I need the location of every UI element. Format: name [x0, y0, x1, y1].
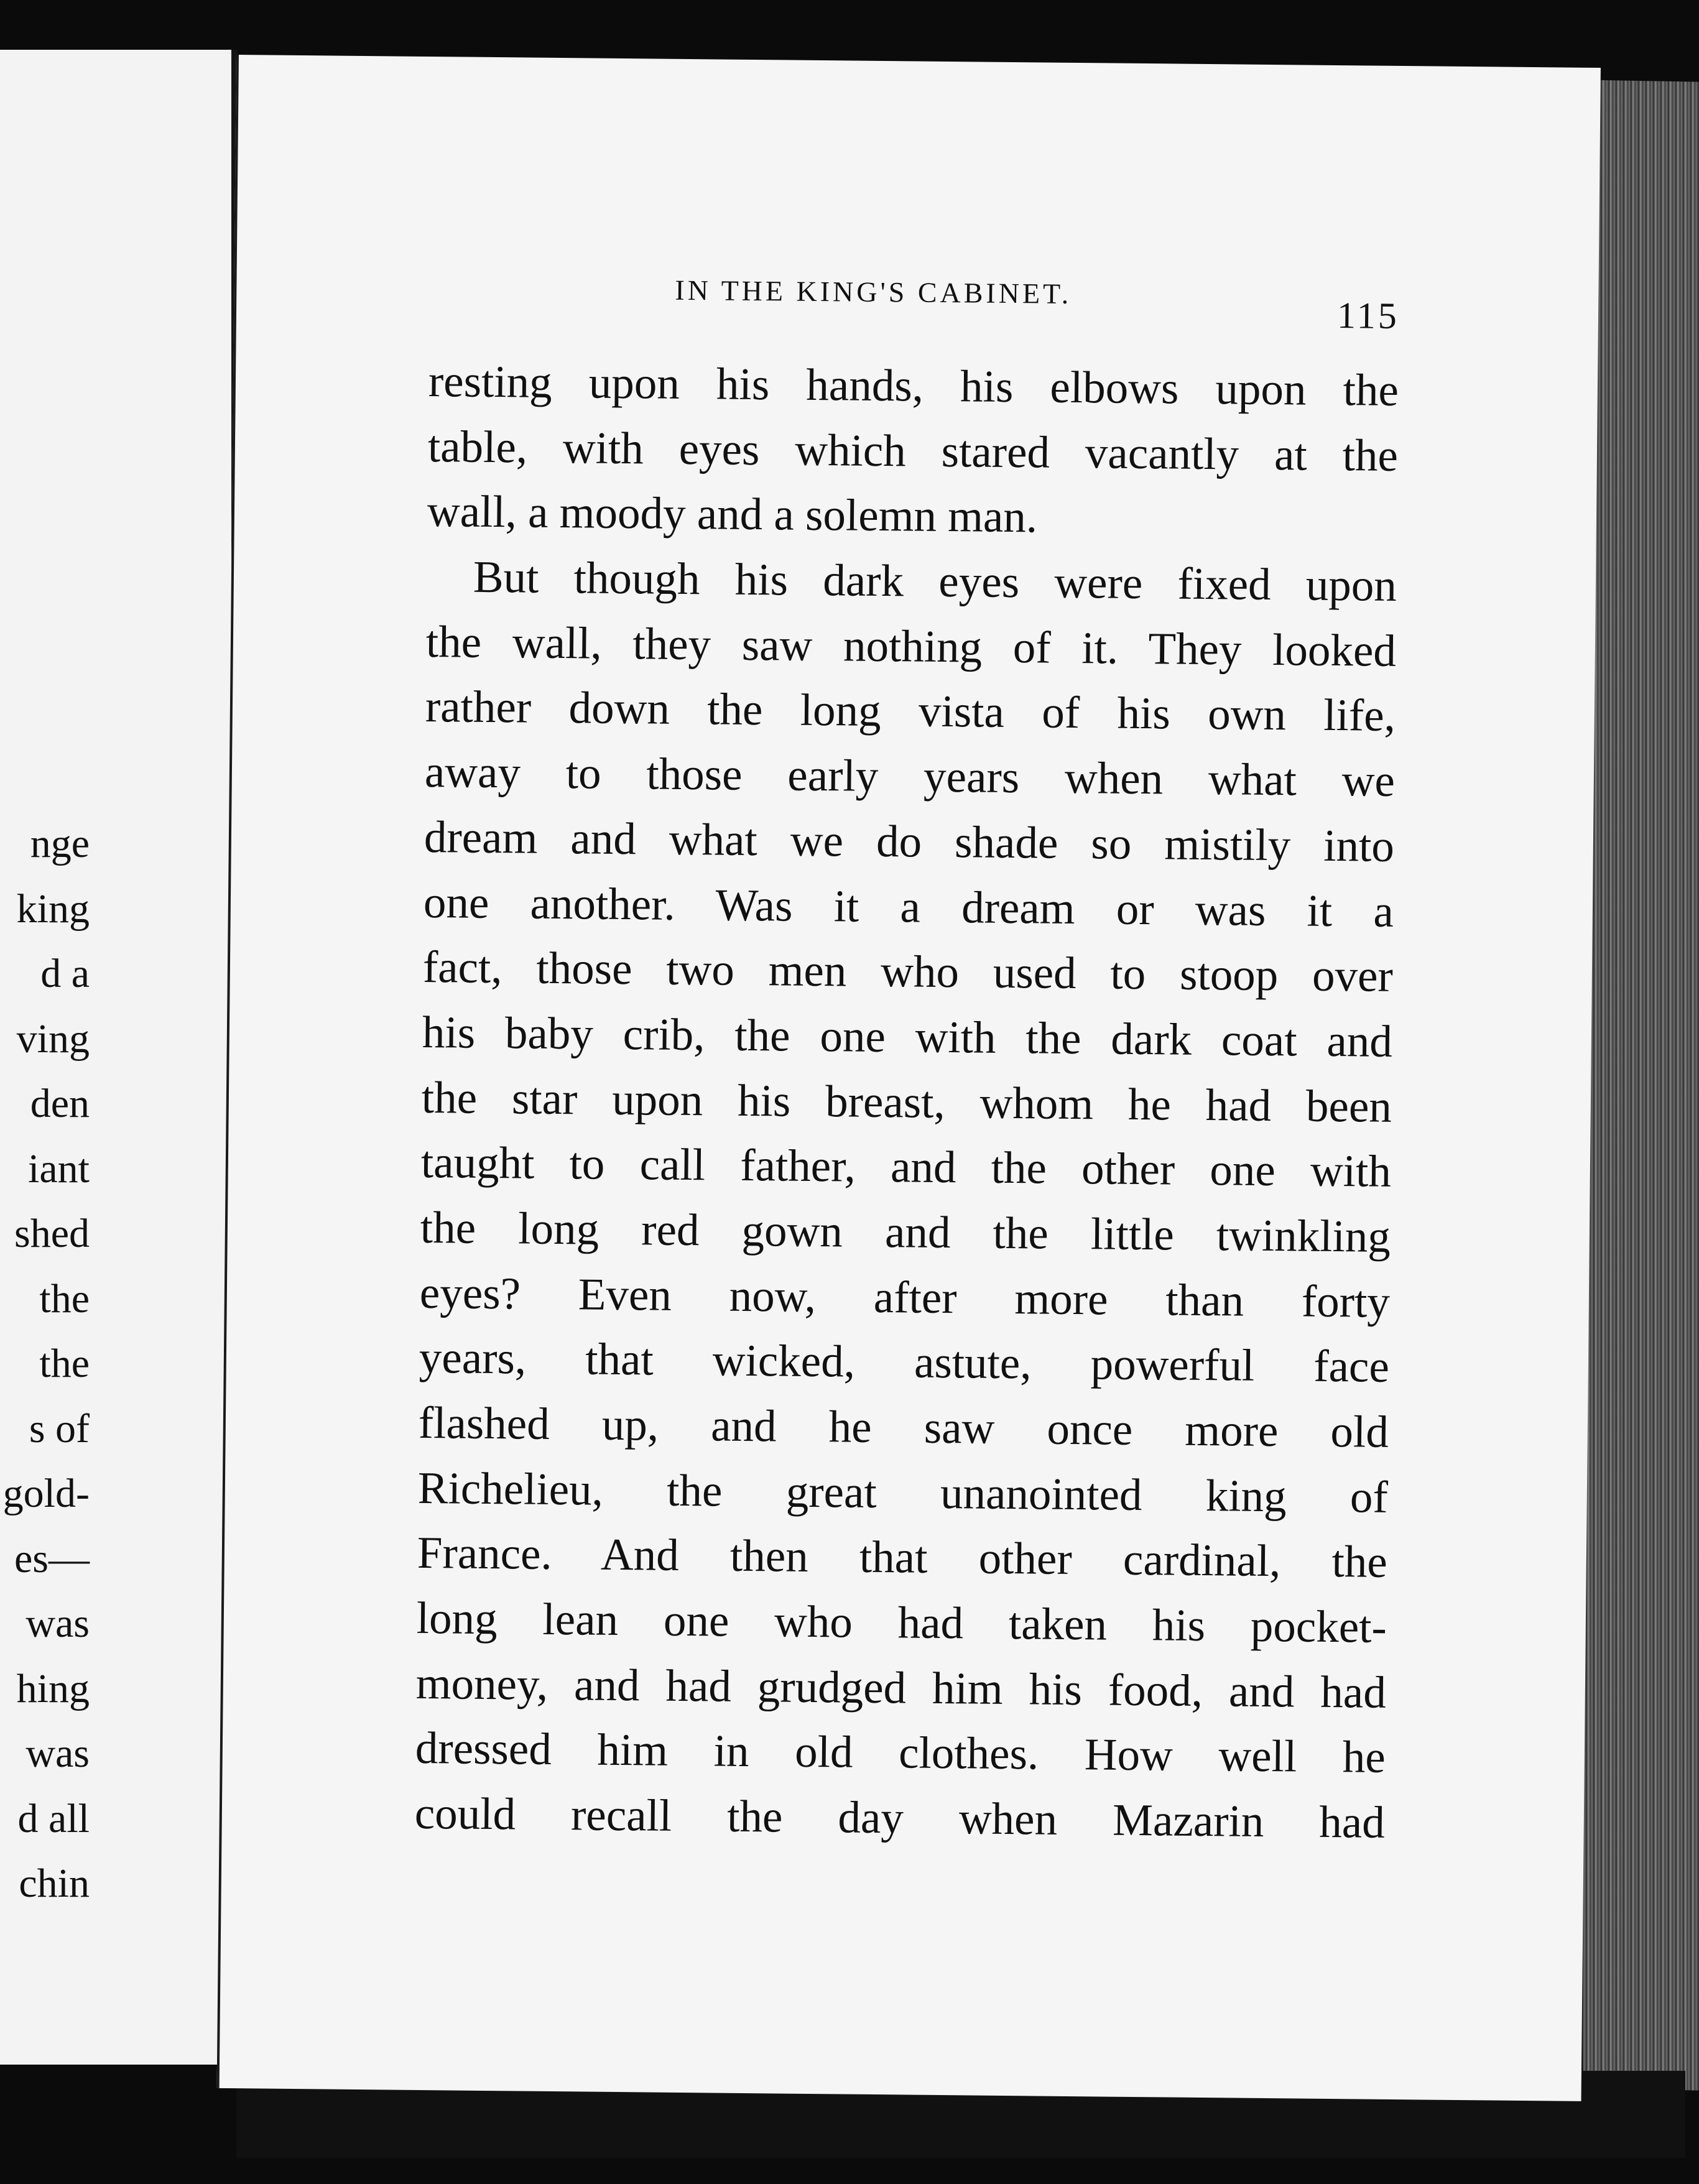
page-right	[217, 55, 1601, 2101]
text-line: his baby crib, the one with the dark coat and	[422, 1006, 1393, 1067]
text-line: fact, those two men who used to stoop over	[422, 942, 1394, 1002]
running-head: IN THE KING'S CABINET.	[675, 274, 1072, 310]
left-line: s of	[29, 1405, 90, 1451]
left-line: nge	[30, 821, 90, 866]
facing-page-left	[0, 50, 238, 2065]
text-line: table, with eyes which stared vacantly at the	[427, 420, 1399, 481]
left-line: the	[39, 1341, 90, 1386]
page-number: 115	[1336, 295, 1400, 336]
text-line: away to those early years when what we	[424, 746, 1396, 807]
text-line: France. And then that other cardinal, the	[417, 1527, 1388, 1588]
text-line: resting upon his hands, his elbows upon the	[428, 355, 1399, 415]
text-line: But though his dark eyes were fixed upon	[473, 551, 1397, 611]
text-line: could recall the day when Mazarin had	[414, 1788, 1386, 1848]
text-line: Richelieu, the great unanointed king of	[417, 1462, 1389, 1522]
left-line: d a	[40, 951, 90, 996]
left-line: shed	[14, 1211, 90, 1256]
text-line: the wall, they saw nothing of it. They looked	[425, 616, 1397, 676]
left-line: d all	[17, 1795, 90, 1841]
text-line: one another. Was it a dream or was it a	[423, 876, 1394, 937]
text-line: years, that wicked, astute, powerful face	[419, 1332, 1390, 1392]
body-text	[414, 349, 1399, 1856]
left-line: gold-	[2, 1471, 90, 1516]
text-line: dressed him in old clothes. How well he	[415, 1723, 1386, 1783]
left-line: was	[25, 1731, 90, 1776]
left-line: the	[39, 1275, 90, 1321]
text-line: the long red gown and the little twinkling	[420, 1201, 1391, 1262]
text-line: long lean one who had taken his pocket-	[416, 1592, 1387, 1652]
left-line: ving	[16, 1016, 90, 1062]
left-line: king	[16, 886, 90, 932]
left-line: chin	[19, 1861, 90, 1906]
text-line: money, and had grudged him his food, and had	[415, 1657, 1387, 1718]
text-line: flashed up, and he saw once more old	[418, 1397, 1389, 1457]
left-page-text-fragments	[0, 812, 90, 1917]
text-line: dream and what we do shade so mistily into	[424, 811, 1395, 871]
text-line: wall, a moody and a solemn man.	[427, 486, 1038, 542]
left-line: es—	[14, 1535, 90, 1581]
left-line: was	[25, 1601, 90, 1646]
left-line: den	[30, 1081, 90, 1126]
text-line: rather down the long vista of his own life,	[425, 681, 1396, 741]
left-line: hing	[16, 1665, 90, 1711]
text-line: eyes? Even now, after more than forty	[419, 1267, 1391, 1327]
left-line: iant	[28, 1145, 90, 1191]
book-page-edges	[1583, 80, 1699, 2090]
text-line: taught to call father, and the other one with	[420, 1137, 1392, 1197]
text-line: the star upon his breast, whom he had been	[421, 1071, 1392, 1132]
